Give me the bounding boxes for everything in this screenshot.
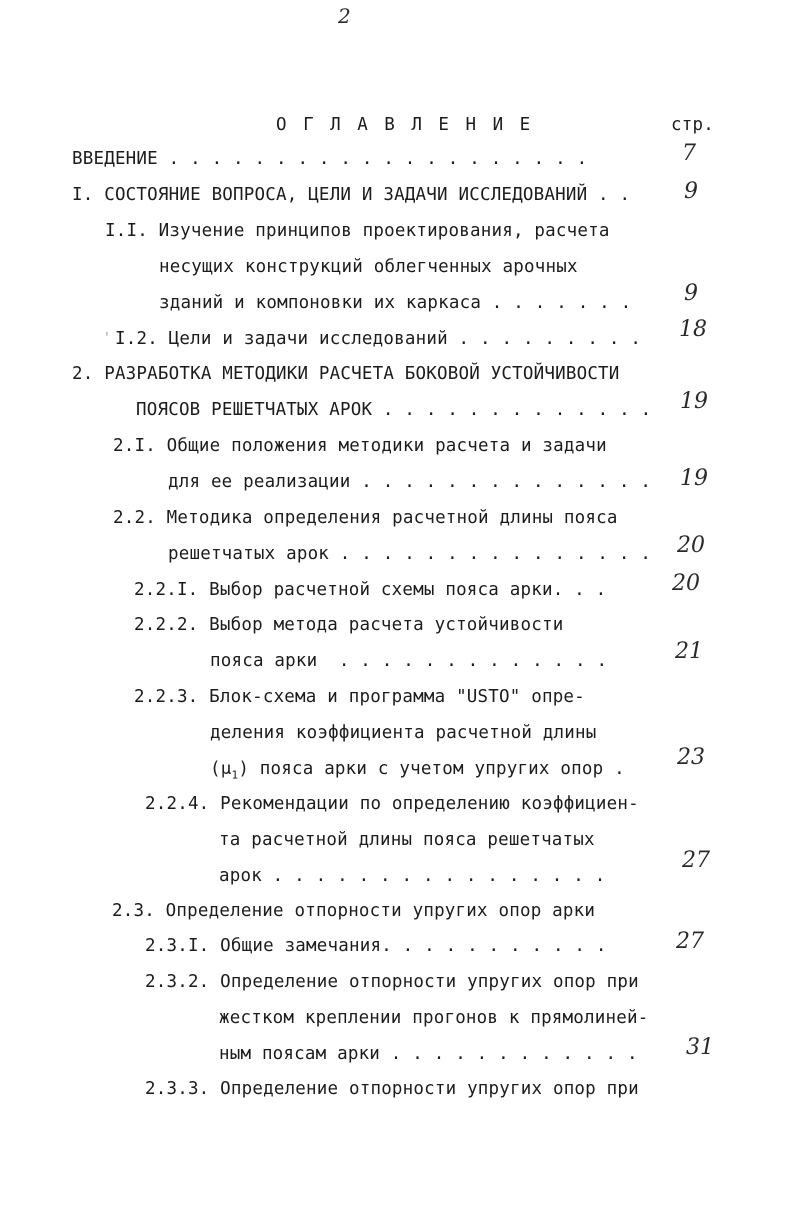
toc-entry-chapter-2-line2: ПОЯСОВ РЕШЕТЧАТЫХ АРОК . . . . . . . . . . . . .	[136, 400, 652, 420]
toc-entry-2-2-line2: решетчатых арок . . . . . . . . . . . . . . .	[168, 544, 652, 564]
toc-entry-2-2-3-line1: 2.2.3. Блок-схема и программа "USTO" опре-	[134, 687, 585, 707]
toc-page-2-2-1: 20	[672, 571, 700, 596]
toc-page-2-2: 20	[677, 533, 705, 558]
toc-entry-chapter-1: I. СОСТОЯНИЕ ВОПРОСА, ЦЕЛИ И ЗАДАЧИ ИССЛЕДОВАНИЙ . .	[72, 185, 631, 205]
toc-entry-1-2: I.2. Цели и задачи исследований . . . . . . . . .	[115, 329, 642, 349]
toc-page-2-1: 19	[680, 466, 708, 491]
toc-entry-1-1-line2: несущих конструкций облегченных арочных	[159, 257, 578, 277]
toc-entry-2-2-line1: 2.2. Методика определения расчетной длины пояса	[113, 508, 618, 528]
toc-entry-1-1-line1: I.I. Изучение принципов проектирования, расчета	[105, 221, 610, 241]
toc-title: О Г Л А В Л Е Н И Е	[276, 115, 534, 135]
toc-page-2-2-3: 23	[677, 745, 705, 770]
toc-page-introduction: 7	[682, 141, 696, 166]
toc-entry-chapter-2-line1: 2. РАЗРАБОТКА МЕТОДИКИ РАСЧЕТА БОКОВОЙ УСТОЙЧИВОСТИ	[72, 364, 620, 384]
toc-entry-1-1-line3: зданий и компоновки их каркаса . . . . . . .	[159, 293, 632, 313]
toc-page-1-2: 18	[679, 317, 707, 342]
toc-entry-2-3-1: 2.3.I. Общие замечания. . . . . . . . . . .	[145, 936, 607, 956]
toc-entry-2-2-4-line3: арок . . . . . . . . . . . . . . . .	[219, 866, 606, 886]
toc-entry-2-2-3-line3	[210, 758, 625, 787]
toc-page-1-1: 9	[684, 281, 698, 306]
toc-entry-2-2-3-line3-text: ) пояса арки с учетом упругих опор .	[238, 759, 625, 779]
mu-symbol: (μ	[210, 759, 232, 779]
mu-subscript: 1	[231, 768, 239, 782]
toc-entry-2-2-3-line2: деления коэффициента расчетной длины	[210, 723, 597, 743]
toc-entry-2-3-3: 2.3.3. Определение отпорности упругих опор при	[145, 1079, 639, 1099]
toc-page-chapter-1: 9	[684, 179, 698, 204]
toc-entry-2-3-2-line1: 2.3.2. Определение отпорности упругих опор при	[145, 972, 639, 992]
toc-page-2-3-1: 27	[676, 929, 704, 954]
toc-page-2-3-2: 31	[686, 1035, 714, 1060]
toc-entry-2-3-2-line2: жестком креплении прогонов к прямолиней-	[219, 1008, 649, 1028]
pencil-mark: '	[103, 331, 111, 346]
toc-entry-2-2-1: 2.2.I. Выбор расчетной схемы пояса арки. . .	[134, 580, 607, 600]
page-column-label: стр.	[671, 115, 714, 135]
toc-entry-2-3: 2.3. Определение отпорности упругих опор арки	[112, 901, 596, 921]
toc-entry-2-1-line2: для ее реализации . . . . . . . . . . . . . .	[168, 472, 652, 492]
toc-entry-2-2-4-line2: та расчетной длины пояса решетчатых	[219, 830, 595, 850]
toc-page-2-2-4: 27	[682, 848, 710, 873]
toc-page-chapter-2: 19	[680, 389, 708, 414]
toc-page-2-2-2: 21	[675, 639, 703, 664]
toc-entry-2-2-2-line1: 2.2.2. Выбор метода расчета устойчивости	[134, 615, 564, 635]
toc-entry-2-1-line1: 2.I. Общие положения методики расчета и задачи	[113, 436, 607, 456]
toc-entry-2-3-2-line3: ным поясам арки . . . . . . . . . . . .	[219, 1044, 638, 1064]
toc-entry-introduction: ВВЕДЕНИЕ . . . . . . . . . . . . . . . . . . . .	[72, 149, 588, 169]
toc-entry-2-2-2-line2: пояса арки . . . . . . . . . . . . .	[210, 651, 608, 671]
toc-entry-2-2-4-line1: 2.2.4. Рекомендации по определению коэффициен-	[145, 794, 639, 814]
page-number: 2	[338, 4, 351, 28]
